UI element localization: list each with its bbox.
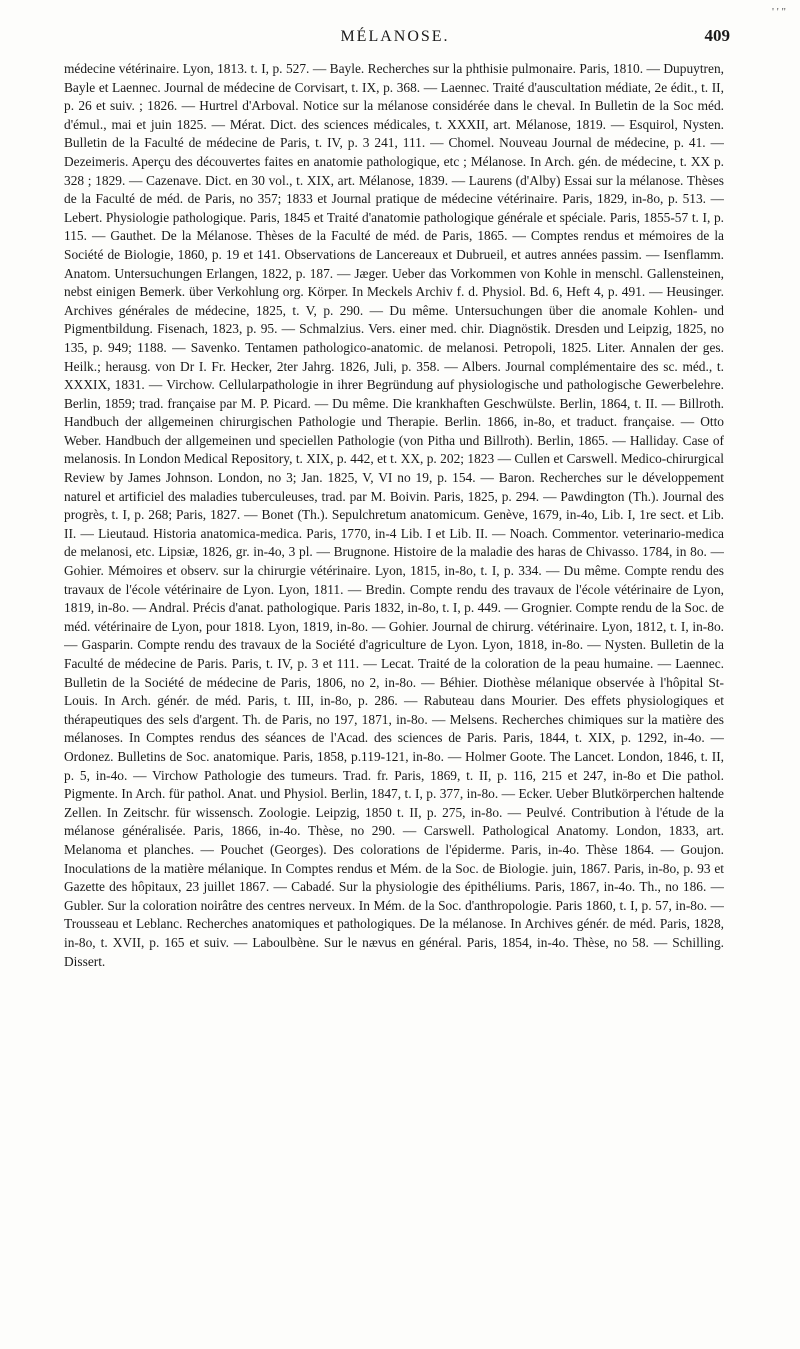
running-head: MÉLANOSE. (340, 28, 450, 45)
bibliography-paragraph: médecine vétérinaire. Lyon, 1813. t. I, p. 527. — Bayle. Recherches sur la phthisie pulmonaire. Paris, 1810. — Dupuytren, Bayle et Laennec. Journal de médecine de Corvisart, t. IX, p. 368. — Laennec. Traité d'auscultation médiate, 2e édit., t. II, p. 26 et suiv. ; 1826. — Hurtrel d'Arboval. Notice sur la mélanose considérée dans le cheval. In Bulletin de la Soc méd. d'émul., mai et juin 1825. — Mérat. Dict. des sciences médicales, t. XXXII, art. Mélanose, 1819. — Esquirol, Nysten. Bulletin de la Faculté de médecine de Paris, t. IV, p. 3 241, 111. — Chomel. Nouveau Journal de médecine, p. 41. — Dezeimeris. Aperçu des découvertes faites en anatomie pathologique, etc ; Mélanose. In Arch. gén. de médecine, t. XX p. 328 ; 1829. — Cazenave. Dict. en 30 vol., t. XIX, art. Mélanose, 1839. — Laurens (d'Alby) Essai sur la mélanose. Thèses de la Faculté de méd. de Paris, no 357; 1833 et Journal pratique de médecine vétérinaire. Paris, 1829, in-8o, p. 513. — Lebert. Physiologie pathologique. Paris, 1845 et Traité d'anatomie pathologique générale et spéciale. Paris, 1855-57 t. I, p. 115. — Gauthet. De la Mélanose. Thèses de la Faculté de méd. de Paris, 1865. — Comptes rendus et mémoires de la Société de Biologie, 1860, p. 19 et 141. Observations de Lancereaux et Dubrueil, et autres années passim. — Isenflamm. Anatom. Untersuchungen Erlangen, 1822, p. 187. — Jæger. Ueber das Vorkommen von Kohle in menschl. Gallensteinen, nebst einigen Bemerk. über Verkohlung org. Körper. In Meckels Archiv f. d. Physiol. Bd. 6, Heft 4, p. 491. — Heusinger. Archives générales de médecine, 1825, t. V, p. 290. — Du même. Untersuchungen über die anomale Kohlen- und Pigmentbildung. Fisenach, 1823, p. 95. — Schmalzius. Vers. einer med. chir. Diagnöstik. Dresden und Leipzig, 1825, no 135, p. 949; 1188. — Savenko. Tentamen pathologico-anatomic. de melanosi. Petropoli, 1825. Liter. Annalen der ges. Heilk.; herausg. von Dr I. Fr. Hecker, 2ter Jahrg. 1826, Juli, p. 358. — Albers. Journal complémentaire des sc. méd., t. XXXIX, 1831. — Virchow. Cellularpathologie in ihrer Begründung auf physiologische und pathologische Gewerbelehre. Berlin, 1859; trad. française par M. P. Picard. — Du même. Die krankhaften Geschwülste. Berlin, 1864, t. II. — Billroth. Handbuch der allgemeinen chirurgischen Pathologie und Therapie. Berlin. 1866, in-8o, et traduct. française. — Otto Weber. Handbuch der allgemeinen und speciellen Pathologie (von Pitha und Billroth). Berlin, 1865. — Halliday. Case of melanosis. In London Medical Repository, t. XIX, p. 442, et t. XX, p. 202; 1823 — Cullen et Carswell. Medico-chirurgical Review by James Johnson. London, no 3; Jan. 1825, V, VI no 19, p. 154. — Baron. Recherches sur le développement naturel et artificiel des maladies tuberculeuses, trad. par M. Boivin. Paris, 1825, p. 294. — Pawdington (Th.). Journal des progrès, t. I, p. 268; Paris, 1827. — Bonet (Th.). Sepulchretum anatomicum. Genève, 1679, in-4o, Lib. I, 1re sect. et Lib. II. — Lieutaud. Historia anatomica-medica. Paris, 1770, in-4 Lib. I et Lib. II. — Noach. Commentor. veterinario-medica de melanosi, etc. Lipsiæ, 1826, gr. in-4o, 3 pl. — Brugnone. Histoire de la maladie des haras de Chivasso. 1784, in 8o. — Gohier. Mémoires et observ. sur la chirurgie vétérinaire. Lyon, 1815, in-8o, t. I, p. 334. — Du même. Compte rendu des travaux de l'école vétérinaire de Lyon. Lyon, 1811. — Bredin. Compte rendu des travaux de l'école vétérinaire de Lyon, 1819, in-8o. — Andral. Précis d'anat. pathologique. Paris 1832, in-8o, t. I, p. 449. — Grognier. Compte rendu de la Soc. de méd. vétérinaire de Lyon, pour 1818. Lyon, 1819, in-8o. — Gohier. Journal de chirurg. vétérinaire. Lyon, 1812, t. I, in-8o. — Gasparin. Compte rendu des travaux de la Société d'agriculture de Lyon. Lyon, 1818, in-8o. — Nysten. Bulletin de la Faculté de médecine de Paris. Paris, t. IV, p. 3 et 111. — Lecat. Traité de la coloration de la peau humaine. — Laennec. Bulletin de la Société de médecine de Paris, 1806, no 2, in-8o. — Béhier. Diothèse mélanique observée à l'hôpital St-Louis. In Arch. génér. de méd. Paris, t. III, in-8o, p. 286. — Rabuteau dans Mourier. Des effets physiologiques et thérapeutiques des sels d'argent. Th. de Paris, no 197, 1871, in-8o. — Melsens. Recherches chimiques sur la matière des mélanoses. In Comptes rendus des séances de l'Acad. des sciences de Paris. Paris, 1844, t. XIX, p. 1292, in-4o. — Ordonez. Bulletins de Soc. anatomique. Paris, 1858, p.119-121, in-8o. — Holmer Goote. The Lancet. London, 1846, t. II, p. 5, in-4o. — Virchow Pathologie des tumeurs. Trad. fr. Paris, 1869, t. II, p. 116, 215 et 247, in-8o et Die pathol. Pigmente. In Arch. für pathol. Anat. und Physiol. Berlin, 1847, t. I, p. 377, in-8o. — Ecker. Ueber Blutkörperchen haltende Zellen. In Zeitschr. für wissensch. Zoologie. Leipzig, 1850 t. II, p. 275, in-8o. — Peulvé. Contribution à l'étude de la mélanose généralisée. Paris, 1866, in-4o. Thèse, no 290. — Carswell. Pathological Anatomy. London, 1833, art. Melanoma et planches. — Pouchet (Georges). Des colorations de l'épiderme. Paris, in-4o. Thèse 1864. — Goujon. Inoculations de la matière mélanique. In Comptes rendus et Mém. de la Soc. de Biologie. juin, 1867. Paris, in-8o, p. 93 et Gazette des hôpitaux, 23 juillet 1867. — Cabadé. Sur la physiologie des épithéliums. Paris, 1867, in-4o. Th., no 186. — Gubler. Sur la coloration noirâtre des centres nerveux. In Mém. de la Soc. d'anthropologie. Paris 1860, t. I, p. 57, in-8o. — Trousseau et Leblanc. Recherches anatomiques et pathologiques. De la mélanose. In Archives génér. de méd. Paris, 1828, in-8o, t. XVII, p. 165 et suiv. — Laboulbène. Sur le nævus en général. Paris, 1854, in-4o. Thèse, no 58. — Schilling. Dissert. (64, 61, 724, 969)
page-header (60, 24, 730, 54)
bibliography-text (64, 60, 724, 1330)
corner-mark: ' ' " (772, 6, 786, 18)
page-number: 409 (704, 26, 730, 45)
